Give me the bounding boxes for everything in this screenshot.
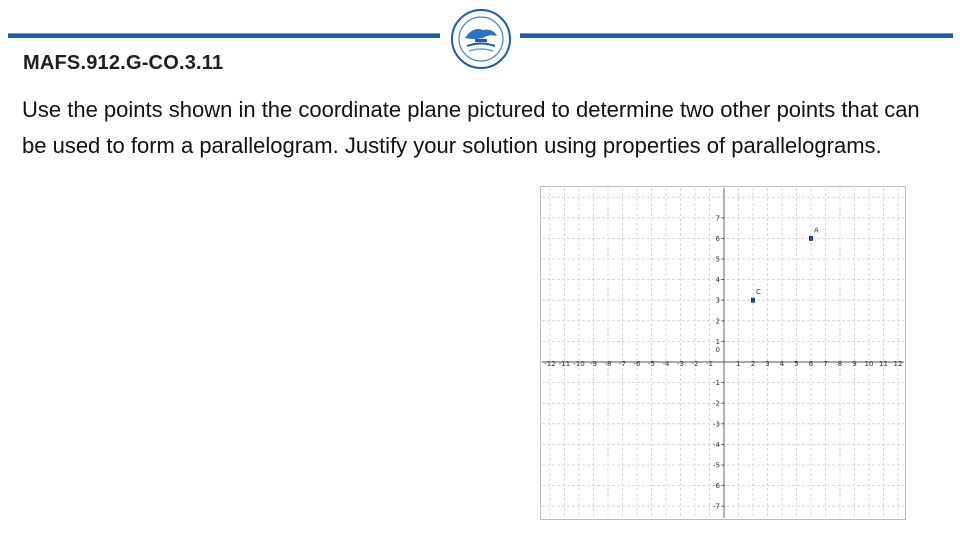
y-tick-label: 5 (715, 255, 720, 264)
x-tick-label: -2 (691, 360, 699, 368)
y-tick-label: 1 (715, 337, 720, 346)
x-tick-label: -3 (677, 360, 684, 368)
point-c (751, 298, 755, 303)
standard-code-title: MAFS.912.G-CO.3.11 (23, 52, 224, 74)
y-tick-label: -5 (713, 461, 720, 470)
plot-frame (541, 187, 906, 520)
coordinate-plane (540, 186, 906, 520)
y-tick-label: -2 (713, 399, 720, 408)
x-tick-label: 4 (779, 360, 785, 368)
x-tick-label: 11 (879, 360, 888, 368)
point-label-c: C (756, 288, 761, 297)
y-tick-label: -1 (713, 379, 720, 388)
x-tick-label: 8 (837, 360, 843, 368)
x-tick-label: -11 (558, 360, 571, 368)
y-tick-label: 2 (715, 317, 720, 326)
point-label-a: A (814, 226, 819, 235)
x-tick-label: 1 (736, 360, 741, 368)
x-tick-label: -5 (648, 360, 655, 368)
x-tick-label: -1 (706, 360, 713, 368)
x-tick-label: 9 (852, 360, 857, 368)
y-tick-label: -4 (713, 440, 720, 449)
x-tick-label: 7 (823, 360, 828, 368)
y-tick-label: -6 (713, 482, 720, 491)
y-tick-label: 3 (715, 296, 720, 305)
x-tick-label: 5 (794, 360, 799, 368)
x-tick-label: 3 (765, 360, 770, 368)
x-tick-label: -8 (604, 360, 612, 368)
origin-label: 0 (715, 346, 720, 354)
header-rule-right (520, 33, 953, 38)
x-tick-label: -10 (573, 360, 585, 368)
x-tick-label: -7 (619, 360, 626, 368)
x-tick-label: -12 (544, 360, 556, 368)
x-tick-label: 10 (864, 360, 874, 368)
x-tick-label: 6 (808, 360, 814, 368)
x-tick-label: 2 (750, 360, 756, 368)
x-tick-label: 12 (893, 360, 903, 368)
x-tick-label: -9 (590, 360, 597, 368)
y-tick-label: 6 (715, 234, 720, 243)
x-tick-label: -4 (662, 360, 670, 368)
y-tick-label: 4 (715, 276, 720, 285)
y-tick-label: -7 (713, 502, 720, 511)
header-rule-left (8, 33, 440, 38)
y-tick-label: -3 (713, 420, 720, 429)
task-prompt: Use the points shown in the coordinate plane pictured to determine two other points that can be used to form a parallelogram. Justify your solution using properties of parallelograms. (22, 97, 920, 158)
y-tick-label: 7 (715, 214, 720, 223)
district-seal-logo-icon (447, 8, 515, 70)
x-tick-label: -6 (633, 360, 641, 368)
point-a (809, 236, 813, 241)
